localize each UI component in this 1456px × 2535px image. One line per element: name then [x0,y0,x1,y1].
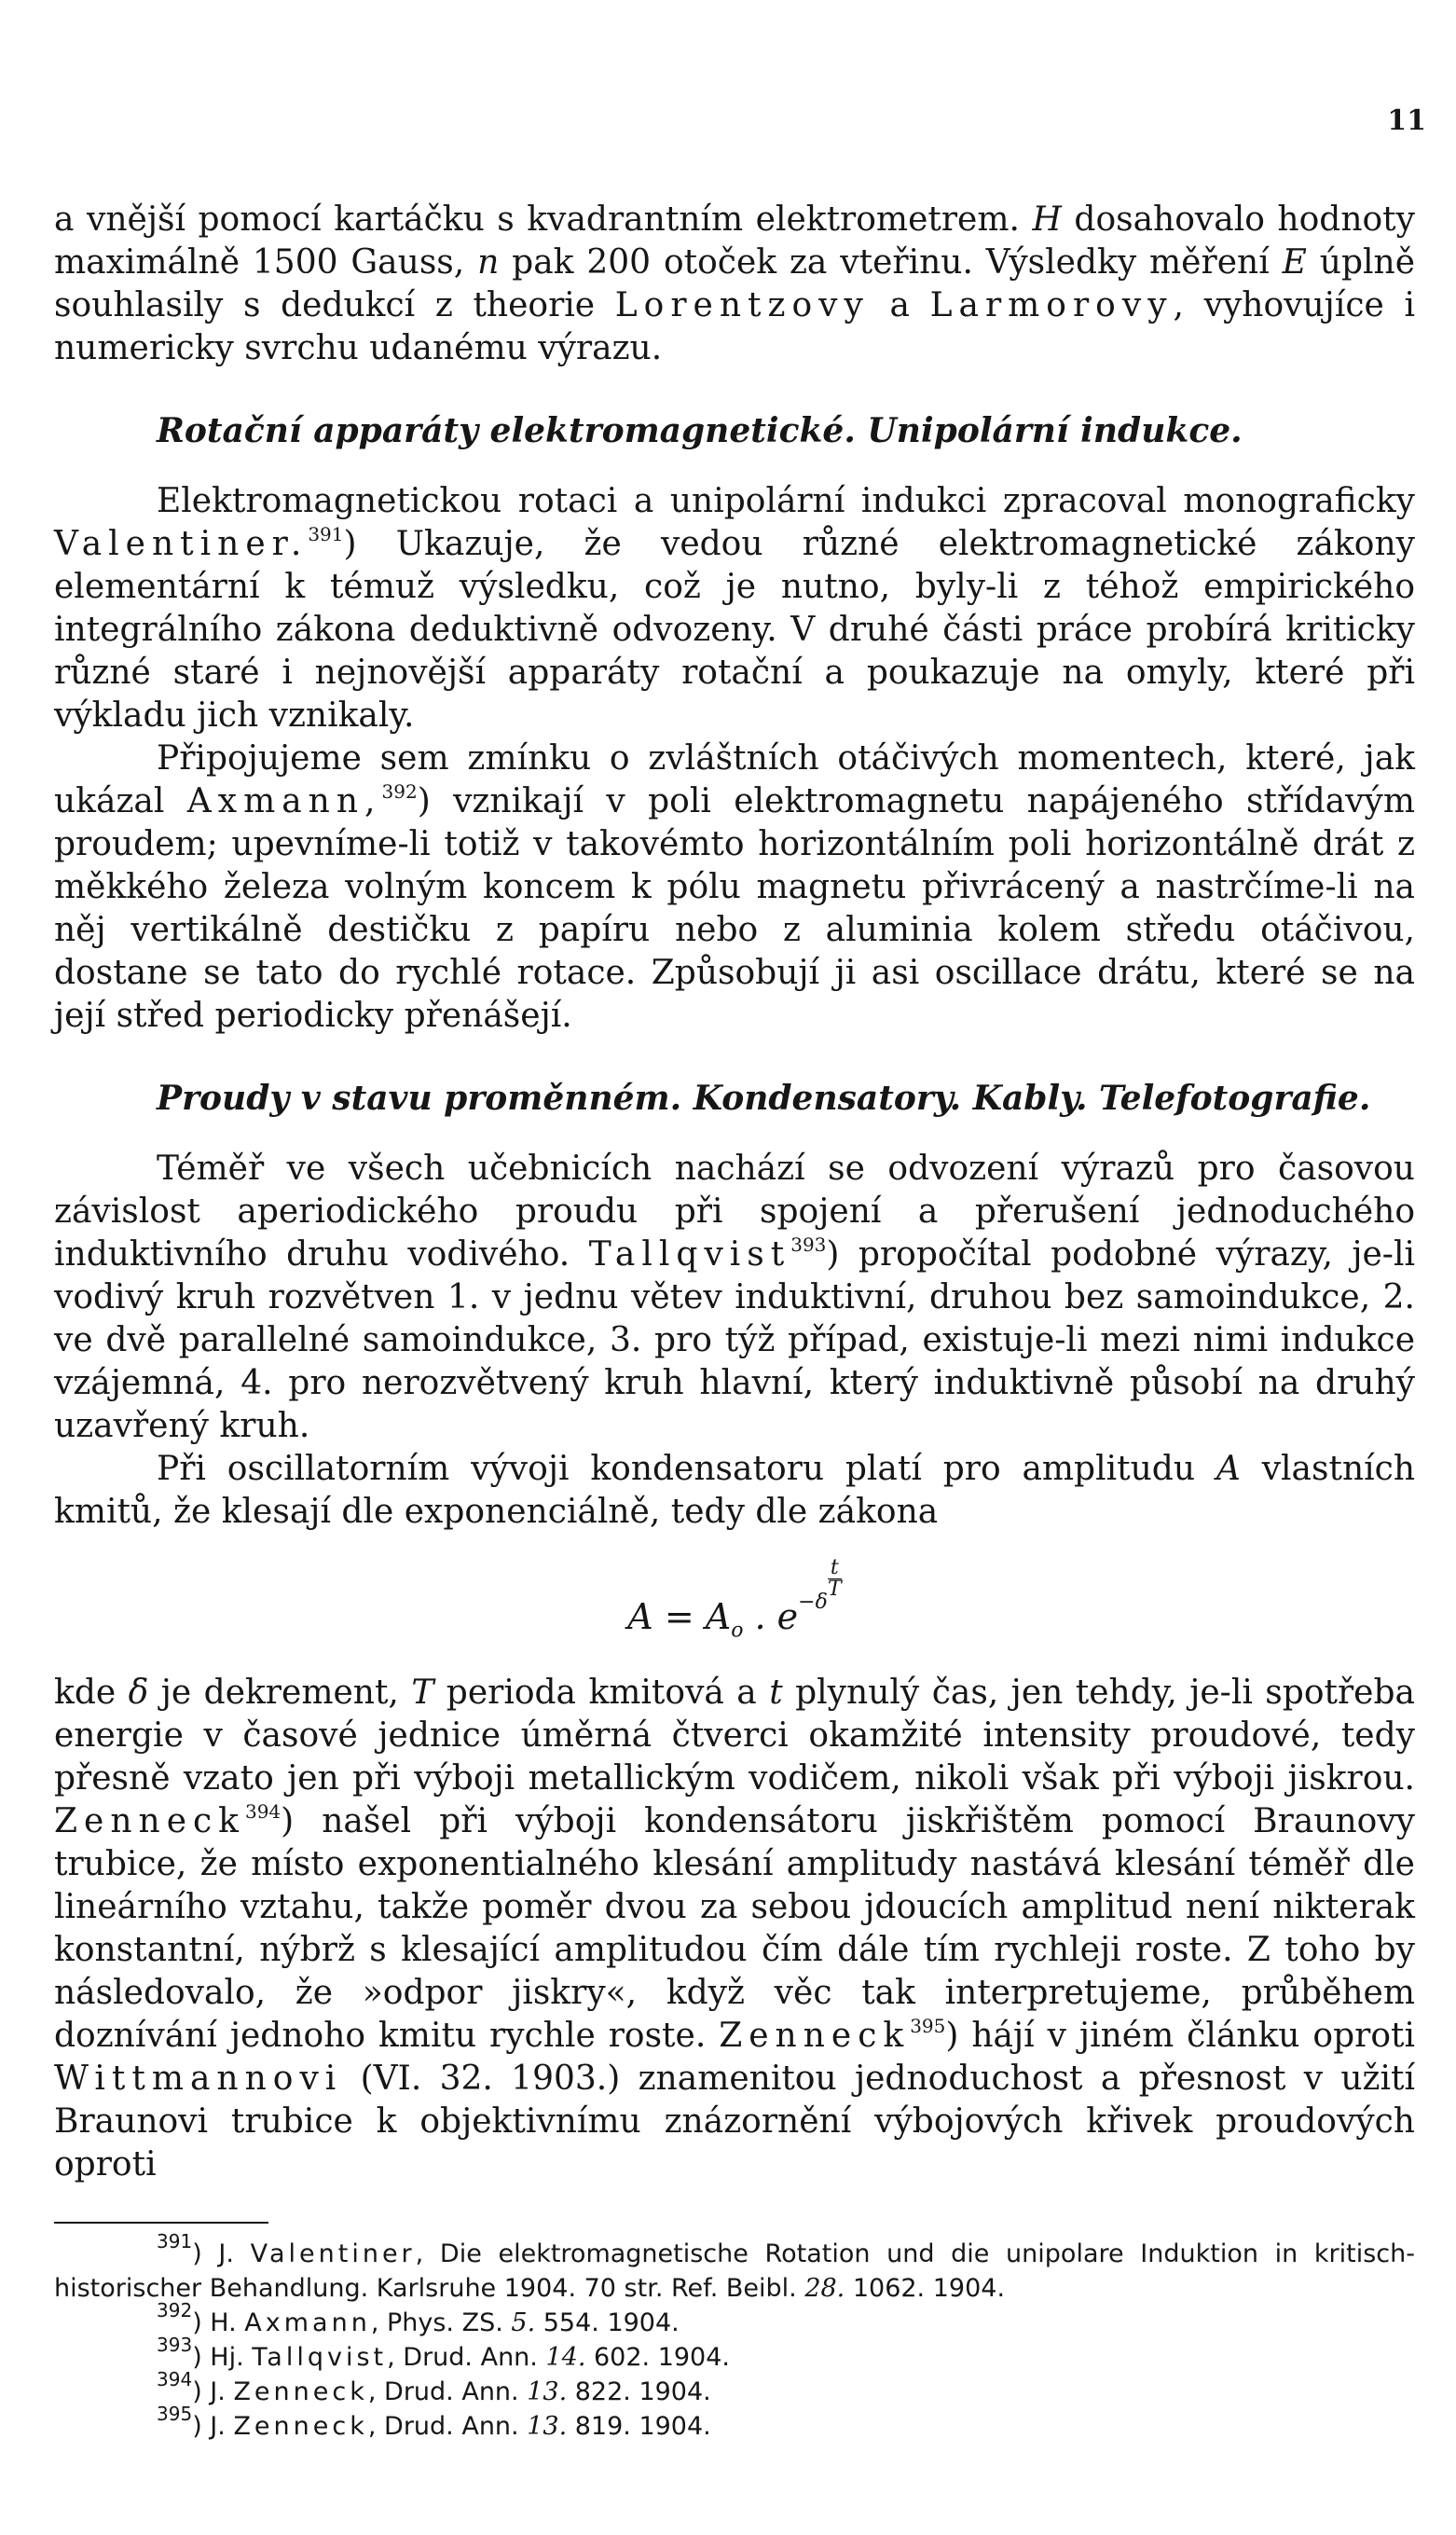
footnote-ref-392: 392 [381,780,418,803]
exponent-fraction: $\frac{t}{T}$ [827,1556,842,1601]
author-lorentz: Lorentzovy [614,286,870,324]
footnote-ref-394: 394 [244,1799,282,1823]
author-tallqvist: Tallqvist [588,1235,791,1274]
author-zenneck-1: Zenneck [54,1801,245,1840]
paragraph-intro: a vnější pomocí kartáčku s kvadrantním elektrometrem. H dosahovalo hodnoty maximálně 1500 Gauss, n pak 200 otoček za vteřinu. Výsledky měření E úplně souhlasily s dedukcí z theorie Lorentzovy a Larmorovy, vyhovujíce i numericky svrchu udanému výrazu. [54,200,1415,367]
section-heading-currents: Proudy v stavu proměnném. Kondensatory. Kably. Telefotografie. [157,1079,1371,1118]
footnote-separator [54,2222,268,2224]
paragraph-tallqvist: Téměř ve všech učebnicích nachází se odvození výrazů pro časovou závislost aperiodického proudu při spojení a přerušení jednoduchého induktivního druhu vodivého. Tallqvist$^{393}$) propočítal podobné výrazy, je-li vodivý kruh rozvětven 1. v jednu větev induktivní, druhou bez samoindukce, 2. ve dvě parallelné samoindukce, 3. pro týž případ, existuje-li mezi nimi indukce vzájemná, 4. pro nerozvětvený kruh hlavní, který induktivně působí na druhý uzavřený kruh. [54,1150,1415,1445]
author-valentiner: Valentiner. [54,525,309,563]
footnote-ref-391: 391 [308,523,344,545]
author-wittmann: Wittmannovi [54,2059,343,2098]
footnote-393: $^{393}$) Hj. Tallqvist, Drud. Ann. 14. 602. 1904. [157,2333,730,2372]
paragraph-zenneck: kde δ je dekrement, T perioda kmitová a t plynulý čas, jen tehdy, je-li spotřeba energie v časové jednice úměrná čtverci okamžité intensity proudové, tedy přesně vzato jen při výboji metallickým vodičem, nikoli však při výboji jiskrou. Zenneck$^{394}$) našel při výboji kondensátoru jiskřištěm pomocí Braunovy trubice, že místo exponentialného klesání amplitudy nastává klesání téměř dle lineárního vztahu, takže poměr dvou za sebou jdoucích amplitud není nikterak konstantní, nýbrž s klesající amplitudou čím dále tím rychleji roste. Z toho by následovalo, že »odpor jiskry«, když věc tak interpretujeme, průběhem doznívání jednoho kmitu rychle roste. Zenneck$^{395}$) hájí v jiném článku oproti Wittmannovi (VI. 32. 1903.) znamenitou jednoduchost a přesnost v užití Braunovi trubice k objektivnímu znázornění výbojových křivek proudových oproti [54,1673,1416,2184]
footnote-395: $^{395}$) J. Zenneck, Drud. Ann. 13. 819. 1904. [157,2402,711,2441]
author-zenneck-2: Zenneck [719,2016,911,2055]
paragraph-axmann: Připojujeme sem zmínku o zvláštních otáčivých momentech, které, jak ukázal Axmann,$^{392}$) vznikají v poli elektromagnetu napájeného střídavým proudem; upevníme-li totiž v takovémto horizontálním poli horizontálně drát z měkkého železa volným koncem k pólu magnetu přivrácený a nastrčíme-li na něj vertikálně destičku z papíru nebo z aluminia kolem středu otáčivou, dostane se tato do rychlé rotace. Způsobují ji asi oscillace drátu, které se na její střed periodicky přenášejí. [54,739,1415,1035]
author-axmann: Axmann, [186,782,382,820]
footnote-ref-393: 393 [790,1233,827,1256]
page-number: 11 [1387,104,1426,137]
footnote-392: $^{392}$) H. Axmann, Phys. ZS. 5. 554. 1904. [157,2298,680,2337]
paragraph-valentiner: Elektromagnetickou rotaci a unipolární indukci zpracoval monograficky Valentiner.$^{391}$) Ukazuje, že vedou různé elektromagnetické zákony elementární k témuž výsledku, což je nutno, byly-li z téhož empirického integrálního zákona deduktivně odvozeny. V druhé části práce probírá kriticky různé staré i nejnovější apparáty rotační a poukazuje na omyly, které při výkladu jich vznikaly. [54,482,1415,735]
amplitude-formula: $A = A_o$ . $e^{-\delta \frac{t}{T}}$ [627,1556,842,1643]
footnote-394: $^{394}$) J. Zenneck, Drud. Ann. 13. 822. 1904. [157,2367,711,2406]
page-content [54,199,1415,2444]
footnote-ref-395: 395 [910,2014,946,2037]
footnote-391: $^{391}$) J. Valentiner, Die elektromagnetische Rotation und die unipolare Induktion in kritisch-historischer Behandlung. Karlsruhe 1904. 70 str. Ref. Beibl. 28. 1062. 1904. [54,2229,1415,2303]
paragraph-oscillation: Při oscillatorním vývoji kondensatoru platí pro amplitudu A vlastních kmitů, že klesají dle exponenciálně, tedy dle zákona [54,1450,1416,1531]
section-heading-rotation: Rotační apparáty elektromagnetické. Unipolární indukce. [157,411,1243,450]
author-larmor: Larmorovy [929,286,1174,324]
